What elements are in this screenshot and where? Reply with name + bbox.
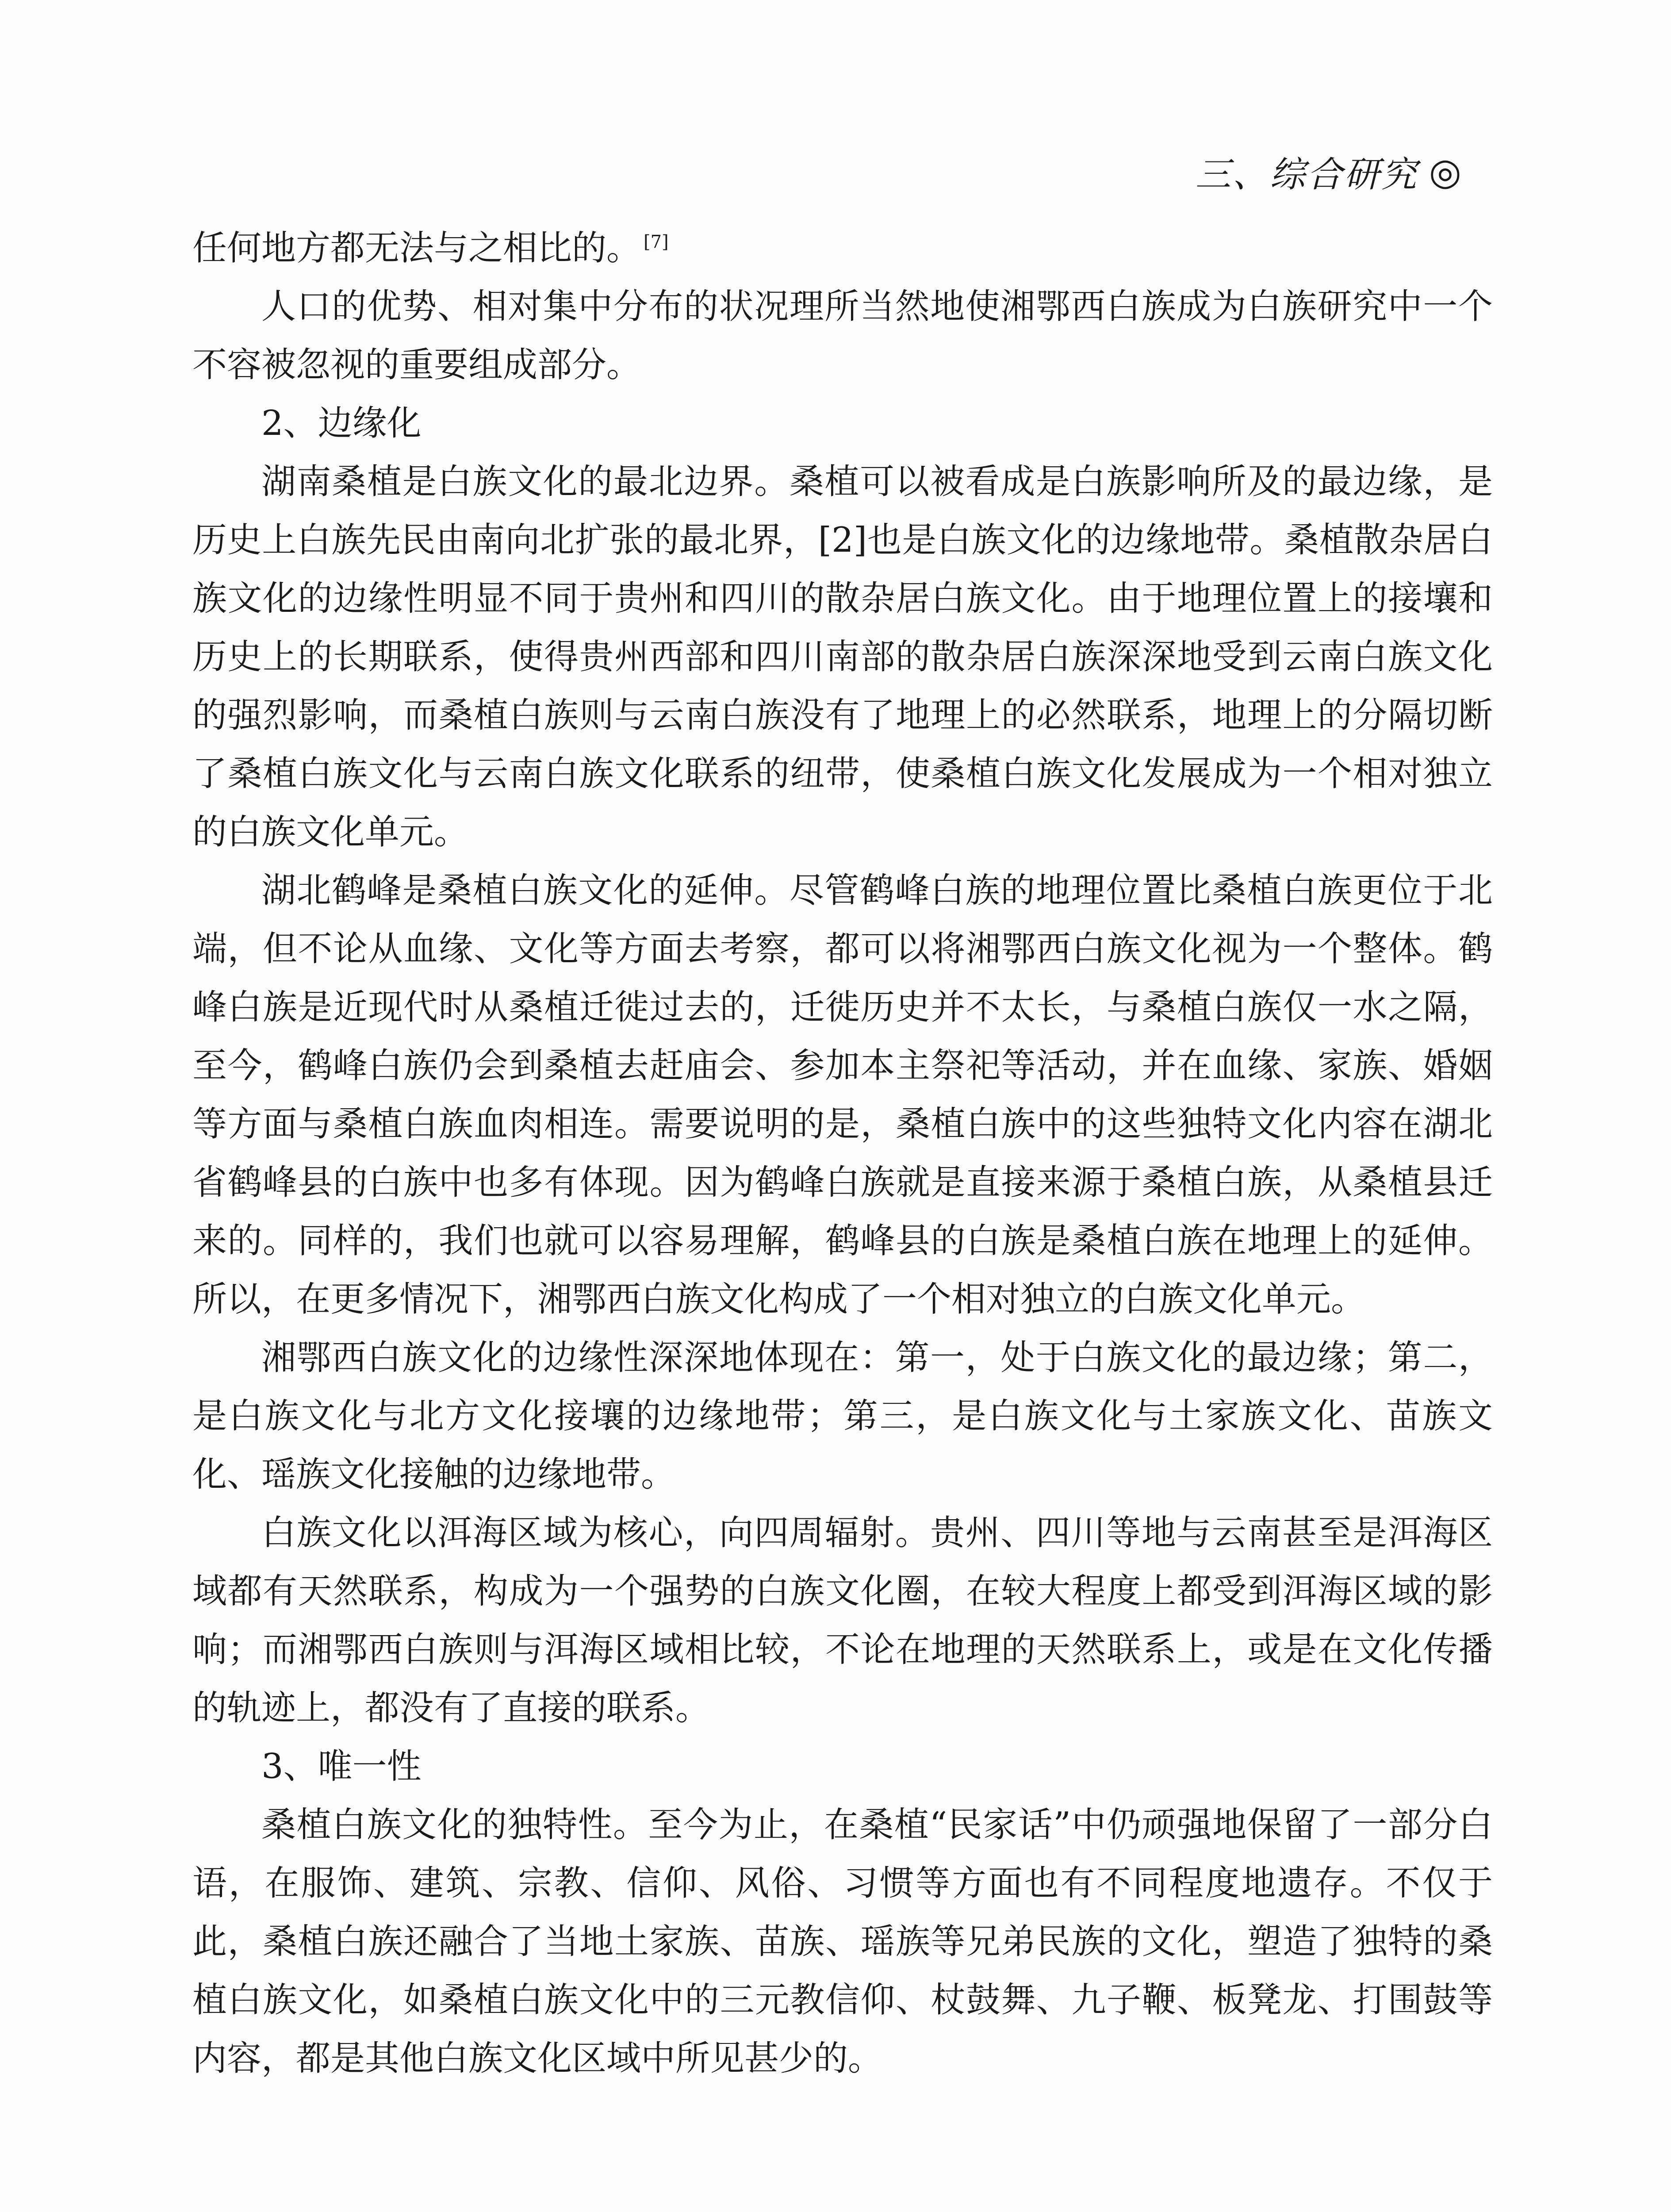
running-header [1196,146,1463,197]
paragraph-hefeng-extension: 湖北鹤峰是桑植白族文化的延伸。尽管鹤峰白族的地理位置比桑植白族更位于北端，但不论从血缘、文化等方面去考察，都可以将湘鄂西白族文化视为一个整体。鹤峰白族是近现代时从桑植迁徙过去的，迁徙历史并不太长，与桑植白族仅一水之隔，至今，鹤峰白族仍会到桑植去赶庙会、参加本主祭祀等活动，并在血缘、家族、婚姻等方面与桑植白族血肉相连。需要说明的是，桑植白族中的这些独特文化内容在湖北省鹤峰县的白族中也多有体现。因为鹤峰白族就是直接来源于桑植白族，从桑植县迁来的。同样的，我们也就可以容易理解，鹤峰县的白族是桑植白族在地理上的延伸。所以，在更多情况下，湘鄂西白族文化构成了一个相对独立的白族文化单元。 [192,871,1493,1319]
citation-marker: [7] [644,232,669,252]
section-heading-marginalization: 2、边缘化 [261,403,422,443]
paragraph-sangzhi-uniqueness: 桑植白族文化的独特性。至今为止，在桑植“民家话”中仍顽强地保留了一部分白语，在服饰、建筑、宗教、信仰、风俗、习惯等方面也有不同程度地遗存。不仅于此，桑植白族还融合了当地土家族、苗族、瑶族等兄弟民族的文化，塑造了独特的桑植白族文化，如桑植白族文化中的三元教信仰、杖鼓舞、九子鞭、板凳龙、打围鼓等内容，都是其他白族文化区域中所见甚少的。 [192,1805,1493,2078]
body-text [192,219,1493,2088]
paragraph-marginality-aspects: 湘鄂西白族文化的边缘性深深地体现在：第一，处于白族文化的最边缘；第二，是白族文化与北方文化接壤的边缘地带；第三，是白族文化与土家族文化、苗族文化、瑶族文化接触的边缘地带。 [192,1338,1493,1494]
section-mark-icon: ◎ [1429,150,1463,193]
paragraph-erhai-core: 白族文化以洱海区域为核心，向四周辐射。贵州、四川等地与云南甚至是洱海区域都有天然联系，构成为一个强势的白族文化圈，在较大程度上都受到洱海区域的影响；而湘鄂西白族则与洱海区域相比较，不论在地理的天然联系上，或是在文化传播的轨迹上，都没有了直接的联系。 [192,1513,1493,1728]
paragraph-continuation: 任何地方都无法与之相比的。 [7] [192,228,669,268]
section-title: 三、综合研究 [1195,154,1418,195]
section-heading-uniqueness: 3、唯一性 [261,1747,422,1786]
paragraph-population: 人口的优势、相对集中分布的状况理所当然地使湘鄂西白族成为白族研究中一个不容被忽视的重要组成部分。 [192,287,1493,385]
paragraph-sangzhi-border: 湖南桑植是白族文化的最北边界。桑植可以被看成是白族影响所及的最边缘，是历史上白族先民由南向北扩张的最北界，[2]也是白族文化的边缘地带。桑植散杂居白族文化的边缘性明显不同于贵州和四川的散杂居白族文化。由于地理位置上的接壤和历史上的长期联系，使得贵州西部和四川南部的散杂居白族深深地受到云南白族文化的强烈影响，而桑植白族则与云南白族没有了地理上的必然联系，地理上的分隔切断了桑植白族文化与云南白族文化联系的纽带，使桑植白族文化发展成为一个相对独立的白族文化单元。 [192,462,1493,852]
